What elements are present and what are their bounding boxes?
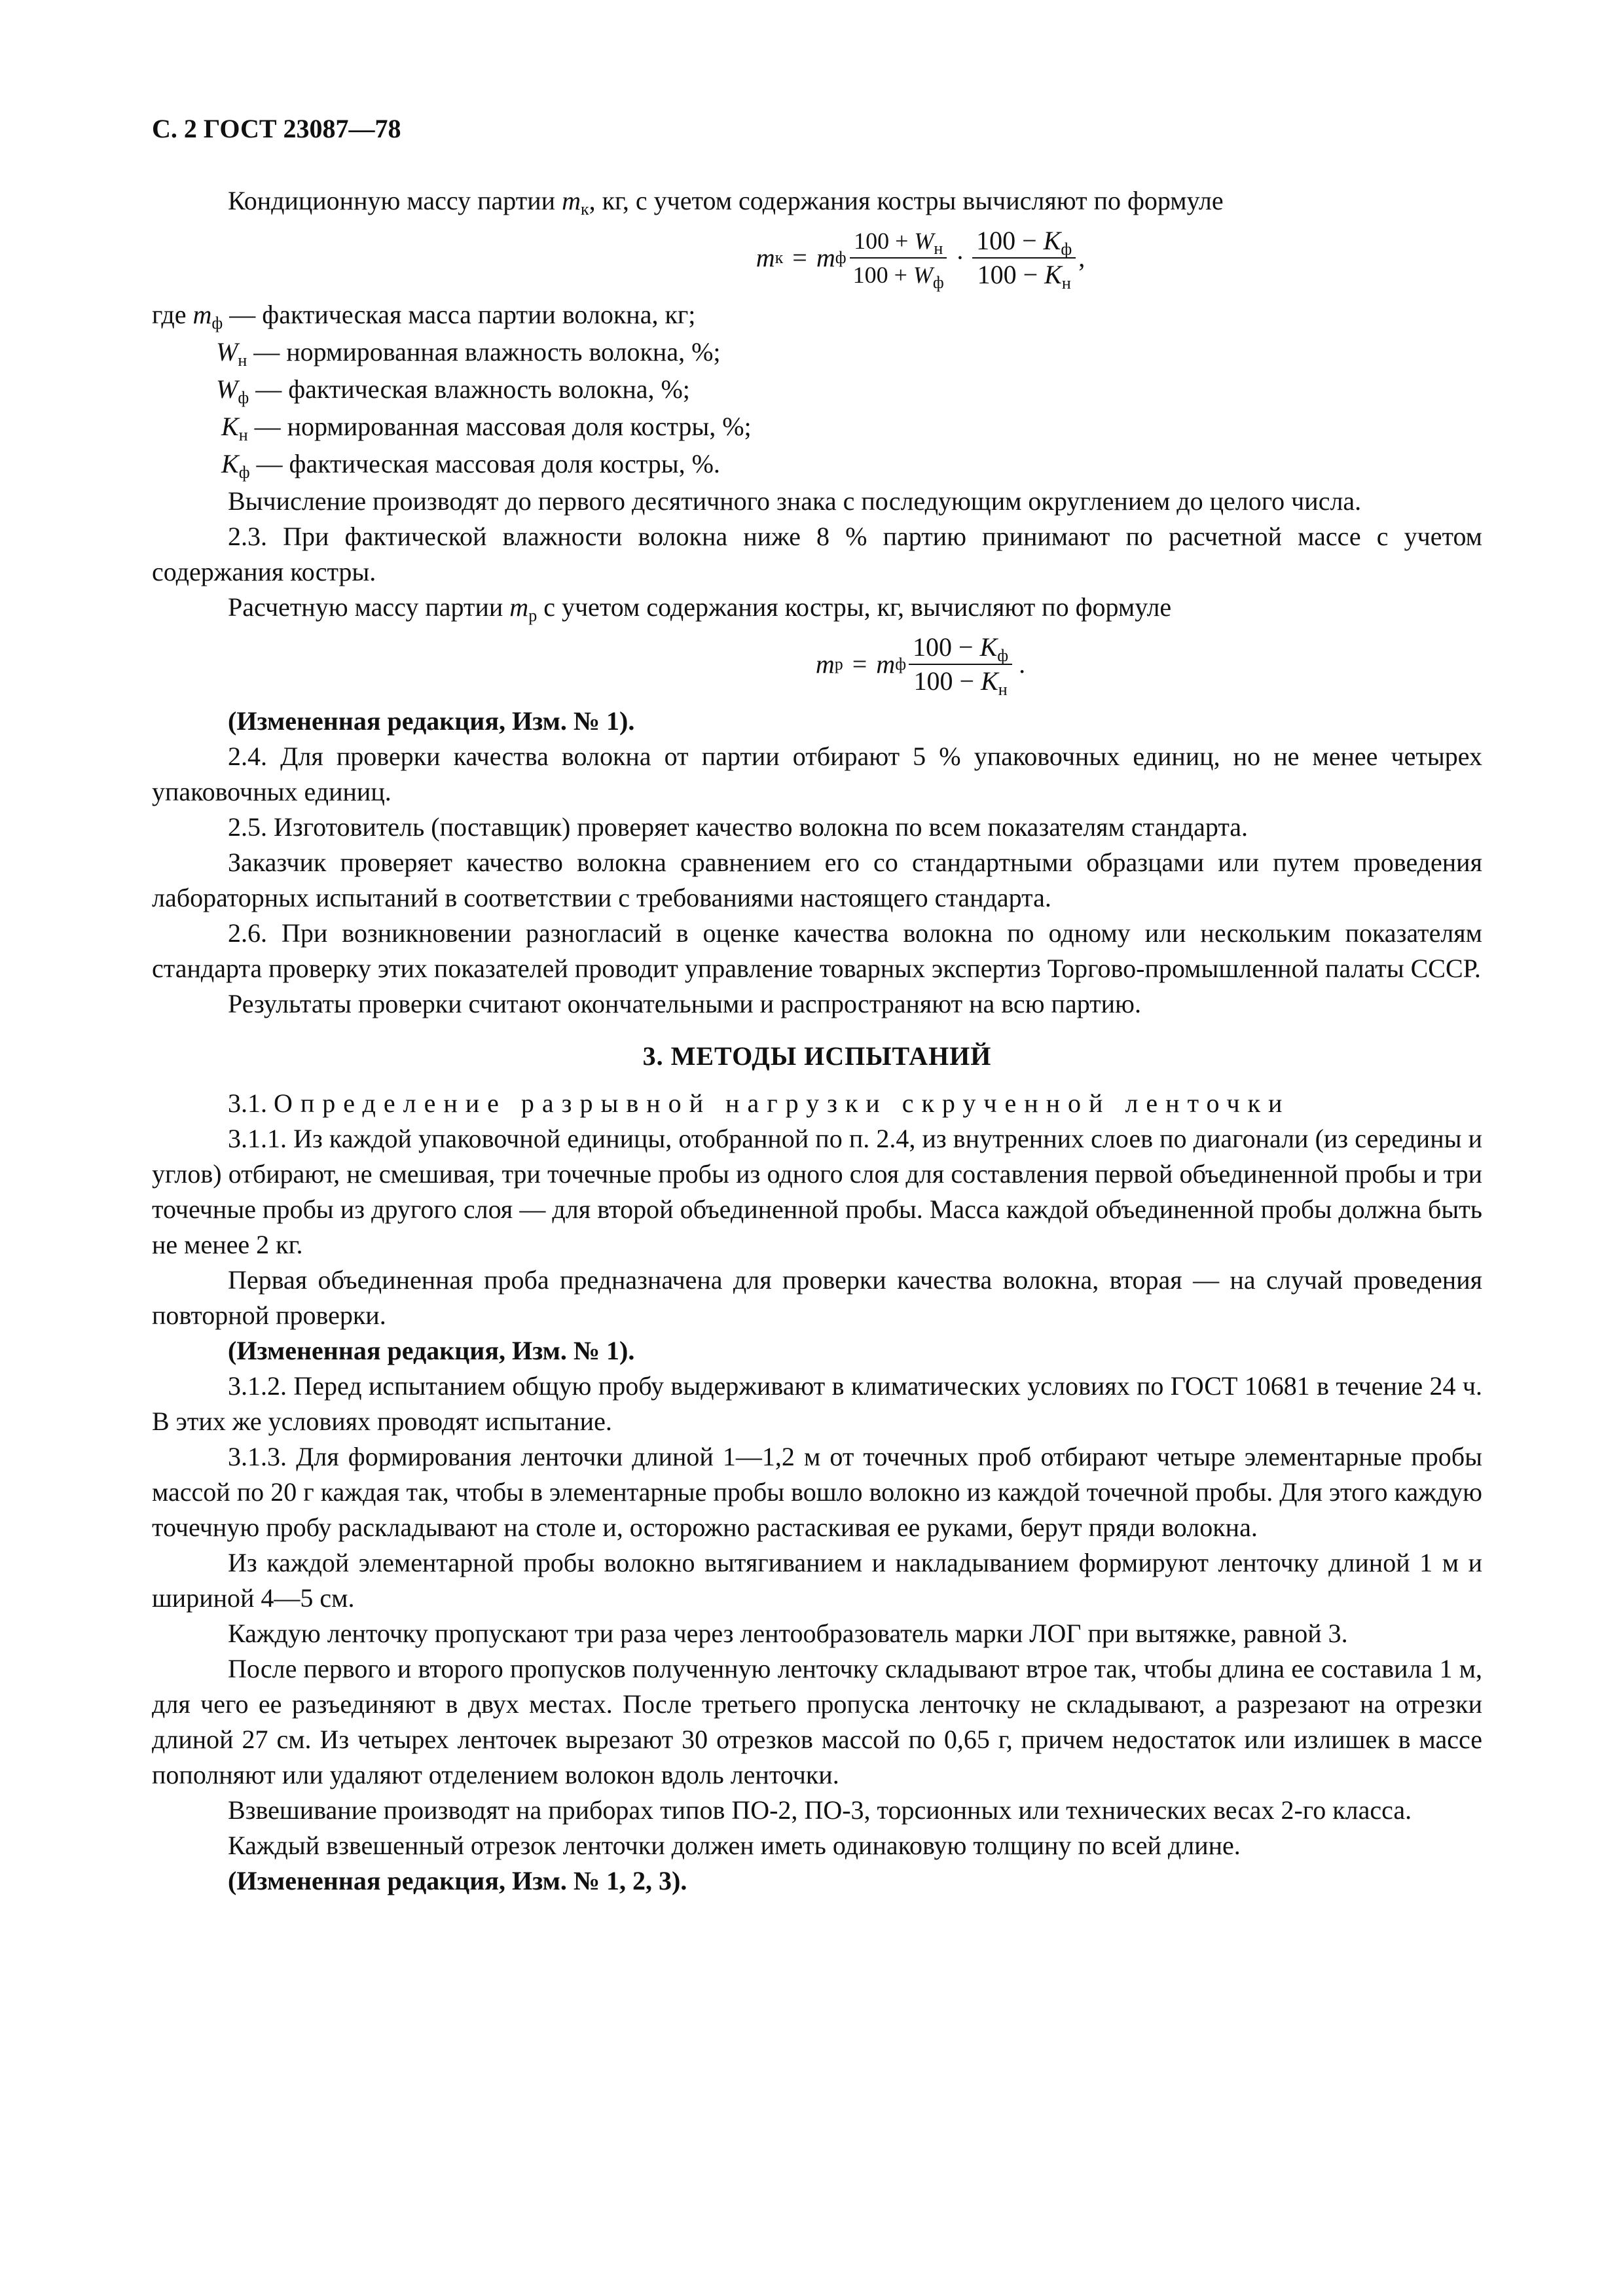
paragraph-customer-check: Заказчик проверяет качество волокна сравнением его со стандартными образцами или путем проведения лабораторных испытаний в соответствии с требованиями настоящего стандарта. — [152, 848, 1482, 912]
definitions-list — [152, 297, 1482, 484]
section-title-3: 3. МЕТОДЫ ИСПЫТАНИЙ — [642, 1041, 992, 1071]
definition-item: $K_н$ — нормированная массовая доля костры, %; — [221, 412, 752, 444]
paragraph-2-3: 2.3. При фактической влажности волокна ниже 8 % партию принимают по расчетной массе с учетом содержания костры. — [152, 522, 1482, 586]
paragraph-segment: Каждый взвешенный отрезок ленточки должен иметь одинаковую толщину по всей длине. — [228, 1831, 1241, 1860]
paragraph-conditional-mass: Кондиционную массу партии $m_к$, кг, с учетом содержания костры вычисляют по формуле — [228, 186, 1224, 219]
amendment-note-2: (Измененная редакция, Изм. № 1). — [228, 1336, 635, 1365]
paragraph-after-passes: После первого и второго пропусков полученную ленточку складывают втрое так, чтобы длина ее составила 1 м, для чего ее разъединяют в двух местах. После третьего пропуска ленточку не складывают, а разрезают на отрезки длиной 27 см. Из четырех ленточек вырезают 30 отрезков массой по 0,65 г, причем недостаток или излишек в массе пополняют или удаляют отделением волокон вдоль ленточки. — [152, 1654, 1482, 1789]
subsection-3-1-title: 3.1. Определение разрывной нагрузки скрученной ленточки — [228, 1088, 1290, 1118]
paragraph-3-1-3: 3.1.3. Для формирования ленточки длиной 1—1,2 м от точечных проб отбирают четыре элементарные пробы массой по 20 г каждая так, чтобы в элементарные пробы вошло волокно из каждой точечной пробы. Для этого каждую точечную пробу раскладывают на столе и, осторожно растаскивая ее руками, берут пряди волокна. — [152, 1442, 1482, 1542]
formula-calculated-mass: m р = m ф $\frac{100 - K_ф}{100 - K_н}$ . — [815, 632, 1026, 699]
paragraph-2-5: 2.5. Изготовитель (поставщик) проверяет качество волокна по всем показателям стандарта. — [228, 812, 1249, 842]
definition-item: $K_ф$ — фактическая массовая доля костры, %. — [221, 449, 720, 482]
paragraph-calculation: Вычисление производят до первого десятичного знака с последующим округлением до целого числа. — [228, 486, 1362, 516]
amendment-note-3: (Измененная редакция, Изм. № 1, 2, 3). — [228, 1866, 687, 1895]
definition-item: $W_ф$ — фактическая влажность волокна, %; — [216, 374, 690, 407]
paragraph-calculated-mass: Расчетную массу партии $m_р$ с учетом содержания костры, кг, вычисляют по формуле — [228, 592, 1172, 625]
page-header: С. 2 ГОСТ 23087—78 — [152, 114, 401, 143]
definition-item: где $m_ф$ — фактическая масса партии волокна, кг; — [152, 300, 696, 332]
paragraph-elementary-sample: Из каждой элементарной пробы волокно вытягиванием и накладыванием формируют ленточку длиной 1 м и шириной 4—5 см. — [152, 1548, 1482, 1613]
paragraph-results: Результаты проверки считают окончательными и распространяют на всю партию. — [228, 989, 1141, 1018]
paragraph-2-4: 2.4. Для проверки качества волокна от партии отбирают 5 % упаковочных единиц, но не менее четырех упаковочных единиц. — [152, 742, 1482, 806]
document-body — [152, 183, 1482, 1899]
paragraph-first-sample: Первая объединенная проба предназначена для проверки качества волокна, вторая — на случай проведения повторной проверки. — [152, 1265, 1482, 1330]
amendment-note-1: (Измененная редакция, Изм. № 1). — [228, 706, 635, 736]
definition-item: $W_н$ — нормированная влажность волокна, %; — [216, 337, 721, 370]
formula-conditional-mass: m к = m ф $\frac{100 + W_н}{100 + W_ф}$ · $\frac{100 - K_ф}{100 - K_н}$ , — [756, 226, 1085, 293]
paragraph-weighing: Взвешивание производят на приборах типов ПО-2, ПО-3, торсионных или технических весах 2-го класса. — [228, 1795, 1412, 1825]
paragraph-2-6: 2.6. При возникновении разногласий в оценке качества волокна по одному или нескольким показателям стандарта проверку этих показателей проводит управление товарных экспертиз Торгово-промышленной палаты СССР. — [152, 918, 1482, 983]
paragraph-each-strip: Каждую ленточку пропускают три раза через лентообразователь марки ЛОГ при вытяжке, равной 3. — [228, 1619, 1348, 1648]
paragraph-3-1-2: 3.1.2. Перед испытанием общую пробу выдерживают в климатических условиях по ГОСТ 10681 в течение 24 ч. В этих же условиях проводят испытание. — [152, 1371, 1482, 1436]
paragraph-3-1-1: 3.1.1. Из каждой упаковочной единицы, отобранной по п. 2.4, из внутренних слоев по диагонали (из середины и углов) отбирают, не смешивая, три точечные пробы из одного слоя для составления первой объединенной пробы и три точечные пробы из другого слоя — для второй объединенной пробы. Масса каждой объединенной пробы должна быть не менее 2 кг. — [152, 1124, 1482, 1259]
